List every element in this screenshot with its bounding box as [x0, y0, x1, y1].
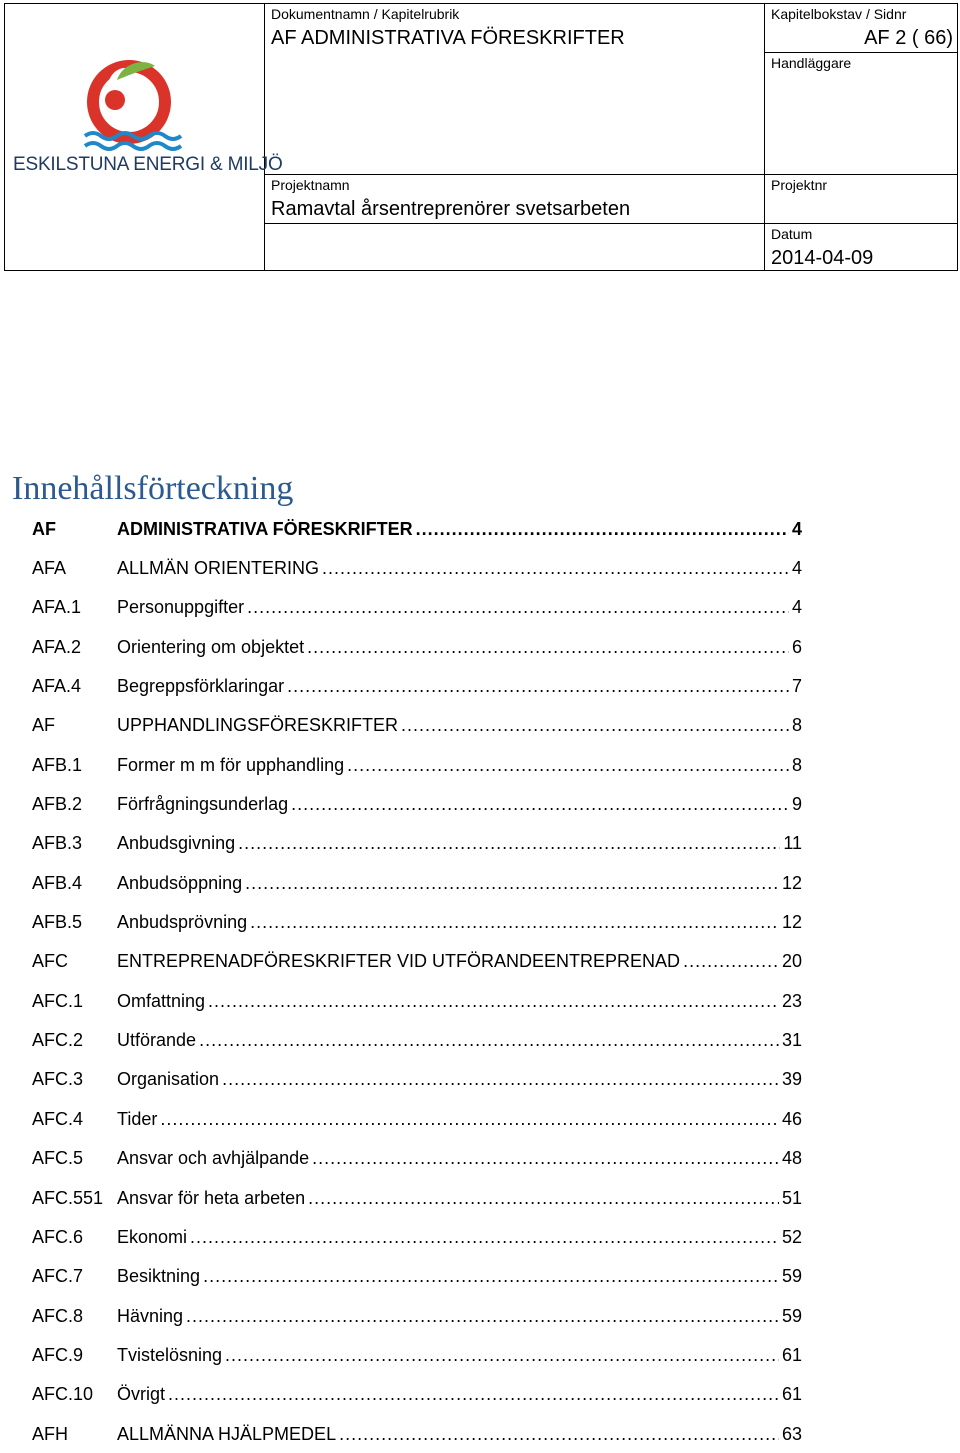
toc-entry-page: 59: [781, 1305, 802, 1326]
toc-entry-page: 9: [791, 794, 802, 815]
toc-entry-title: Tider: [117, 1108, 158, 1129]
toc-entry-title: Anbudsöppning: [117, 872, 243, 893]
toc-entry-page: 39: [781, 1069, 802, 1090]
toc-leader-dots: [287, 675, 789, 697]
toc-entry-number: AFB.4: [32, 872, 83, 893]
toc-entry[interactable]: [32, 902, 802, 941]
toc-leader-dots: [307, 636, 789, 658]
toc-entry-page: 63: [781, 1423, 802, 1444]
toc-entry-page: 4: [791, 518, 802, 539]
toc-entry-number: AFC.1: [32, 990, 84, 1011]
toc-entry-title: Förfrågningsunderlag: [117, 794, 289, 815]
toc-entry-page: 61: [781, 1384, 802, 1405]
toc-entry-page: 7: [791, 676, 802, 697]
toc-entry-number: AFB.1: [32, 754, 83, 775]
toc-entry-title: Utförande: [117, 1030, 197, 1051]
logo-wordmark: ESKILSTUNA ENERGI & MILJÖ: [13, 154, 283, 175]
toc-entry-number: AFB.5: [32, 912, 83, 933]
doc-title: AF ADMINISTRATIVA FÖRESKRIFTER: [271, 27, 625, 49]
toc-leader-dots: [190, 1226, 779, 1248]
toc-entry-number: AFA.2: [32, 636, 82, 657]
toc-leader-dots: [339, 1423, 779, 1445]
toc-entry[interactable]: [32, 1217, 802, 1256]
chapter-page: AF 2 ( 66): [864, 27, 953, 49]
toc-entry-title: Anbudsgivning: [117, 833, 236, 854]
toc-entry[interactable]: [32, 1257, 802, 1296]
toc-entry-page: 8: [791, 754, 802, 775]
toc-entry[interactable]: [32, 1099, 802, 1138]
toc-leader-dots: [245, 872, 779, 894]
doc-label: Dokumentnamn / Kapitelrubrik: [271, 6, 460, 22]
toc-entry[interactable]: [32, 824, 802, 863]
toc-entry-page: 6: [791, 636, 802, 657]
toc-entry-title: Ekonomi: [117, 1226, 188, 1247]
toc-entry-title: ADMINISTRATIVA FÖRESKRIFTER: [117, 518, 413, 539]
toc-leader-dots: [247, 596, 789, 618]
toc-entry-page: 61: [781, 1344, 802, 1365]
handler-label: Handläggare: [771, 55, 852, 71]
toc-entry-title: UPPHANDLINGSFÖRESKRIFTER: [117, 715, 399, 736]
toc-entry-title: ENTREPRENADFÖRESKRIFTER VID UTFÖRANDEENTREPRENAD: [117, 951, 681, 972]
header-table: [4, 3, 958, 271]
toc-entry-page: 8: [791, 715, 802, 736]
toc-entry-number: AFA.4: [32, 676, 82, 697]
toc-entry-page: 52: [781, 1226, 802, 1247]
toc-entry-number: AFC.3: [32, 1069, 84, 1090]
toc-leader-dots: [222, 1068, 779, 1090]
toc-leader-dots: [401, 714, 789, 736]
toc-entry-number: AF: [32, 715, 56, 736]
toc-leader-dots: [683, 950, 779, 972]
toc-leader-dots: [160, 1108, 779, 1130]
toc-entry-page: 12: [781, 872, 802, 893]
toc-leader-dots: [168, 1383, 779, 1405]
toc-entry-number: AFA: [32, 558, 67, 579]
toc-leader-dots: [322, 557, 789, 579]
toc-entry-title: Besiktning: [117, 1266, 201, 1287]
toc-entry-page: 4: [791, 597, 802, 618]
toc-entry[interactable]: [32, 863, 802, 902]
toc-entry[interactable]: [32, 1296, 802, 1335]
toc-entry-number: AFC: [32, 951, 68, 972]
toc-entry-title: Begreppsförklaringar: [117, 676, 285, 697]
toc-leader-dots: [347, 754, 789, 776]
toc-entry-title: Orientering om objektet: [117, 636, 305, 657]
toc-entry[interactable]: [32, 981, 802, 1020]
toc-entry[interactable]: [32, 509, 802, 548]
toc-leader-dots: [312, 1147, 779, 1169]
toc-entry-number: AFC.5: [32, 1148, 84, 1169]
project-name: Ramavtal årsentreprenörer svetsarbeten: [271, 198, 631, 220]
toc-entry-title: Organisation: [117, 1069, 220, 1090]
date-label: Datum: [771, 226, 813, 242]
toc-entry[interactable]: [32, 1375, 802, 1414]
toc-entry[interactable]: [32, 1335, 802, 1374]
toc-entry-page: 59: [781, 1266, 802, 1287]
toc-entry[interactable]: [32, 1060, 802, 1099]
toc-leader-dots: [238, 832, 780, 854]
toc-leader-dots: [203, 1265, 779, 1287]
toc-entry[interactable]: [32, 745, 802, 784]
toc-entry-page: 23: [781, 990, 802, 1011]
toc-entry-title: Anbudsprövning: [117, 912, 248, 933]
toc-entry-title: Personuppgifter: [117, 597, 245, 618]
toc-leader-dots: [308, 1187, 779, 1209]
toc-entry[interactable]: [32, 548, 802, 587]
toc-entry-number: AFB.2: [32, 794, 83, 815]
toc-entry-number: AFH: [32, 1423, 68, 1444]
toc-entry-number: AFC.9: [32, 1344, 84, 1365]
toc-leader-dots: [225, 1344, 779, 1366]
toc-heading: Innehållsförteckning: [12, 470, 294, 507]
toc-leader-dots: [186, 1305, 779, 1327]
toc-entry-number: AFC.7: [32, 1266, 84, 1287]
toc-entry-title: Hävning: [117, 1305, 184, 1326]
toc-leader-dots: [416, 518, 789, 540]
toc-entry-page: 31: [781, 1030, 802, 1051]
toc-entry[interactable]: [32, 1139, 802, 1178]
toc-entry[interactable]: [32, 588, 802, 627]
toc-entry[interactable]: [32, 1178, 802, 1217]
toc-entry-page: 46: [781, 1108, 802, 1129]
toc-entry-page: 51: [781, 1187, 802, 1208]
toc-leader-dots: [250, 911, 779, 933]
toc-leader-dots: [291, 793, 789, 815]
toc-entry-title: Ansvar och avhjälpande: [117, 1148, 310, 1169]
chapter-label: Kapitelbokstav / Sidnr: [771, 6, 907, 22]
toc-entry-page: 4: [791, 558, 802, 579]
toc-entry-number: AFC.10: [32, 1384, 94, 1405]
toc-entry-title: ALLMÄN ORIENTERING: [117, 558, 320, 579]
toc-entry-number: AFC.551: [32, 1187, 104, 1208]
toc-entry-number: AFC.8: [32, 1305, 84, 1326]
toc-entry-page: 11: [783, 833, 802, 854]
toc-entry[interactable]: [32, 666, 802, 705]
toc-entry-title: Omfattning: [117, 990, 206, 1011]
toc-entry[interactable]: [32, 706, 802, 745]
toc-entry-number: AFA.1: [32, 597, 82, 618]
toc-entry[interactable]: [32, 1414, 802, 1453]
toc-entry-number: AFC.6: [32, 1226, 84, 1247]
toc-entry-title: Former m m för upphandling: [117, 754, 345, 775]
toc-entry-title: ALLMÄNNA HJÄLPMEDEL: [117, 1423, 337, 1444]
toc-entry[interactable]: [32, 942, 802, 981]
toc-entry[interactable]: [32, 784, 802, 823]
toc-entry-title: Tvistelösning: [117, 1344, 223, 1365]
project-nr-label: Projektnr: [771, 177, 828, 193]
toc-entry-page: 48: [781, 1148, 802, 1169]
toc-entry-number: AF: [32, 518, 56, 539]
toc-leader-dots: [208, 990, 779, 1012]
project-name-label: Projektnamn: [271, 177, 350, 193]
toc-entry-number: AFC.2: [32, 1030, 84, 1051]
toc-entry-number: AFC.4: [32, 1108, 84, 1129]
date-value: 2014-04-09: [771, 247, 874, 269]
toc-entry[interactable]: [32, 627, 802, 666]
toc-entry-page: 12: [781, 912, 802, 933]
table-of-contents: [32, 509, 802, 1453]
toc-entry-page: 20: [781, 951, 802, 972]
toc-entry[interactable]: [32, 1020, 802, 1059]
toc-leader-dots: [199, 1029, 779, 1051]
toc-entry-title: Övrigt: [117, 1384, 166, 1405]
toc-entry-title: Ansvar för heta arbeten: [117, 1187, 306, 1208]
toc-entry-number: AFB.3: [32, 833, 83, 854]
